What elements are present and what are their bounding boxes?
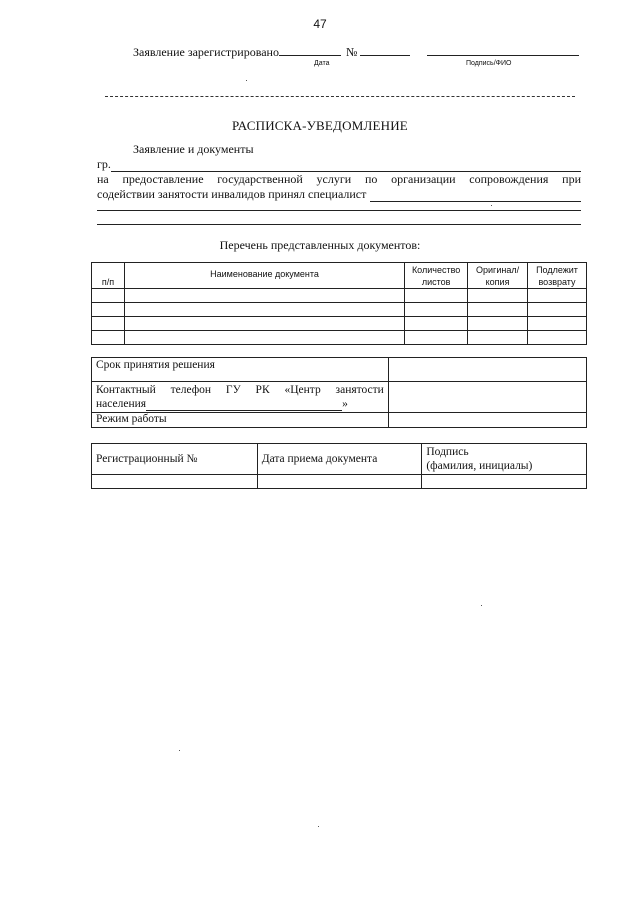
date-caption: Дата [314, 60, 330, 67]
registration-signature-field[interactable] [427, 44, 579, 56]
contact-phone-line-1: Контактный телефон ГУ РК «Центр занятости [96, 384, 384, 396]
citizen-prefix: гр. [97, 157, 111, 171]
registration-number-field[interactable] [360, 44, 410, 56]
specialist-field[interactable] [370, 190, 581, 202]
scan-speck [481, 605, 482, 606]
number-sign: № [345, 45, 358, 59]
table-row [92, 289, 587, 303]
intro-line-3: на предоставление государственной услуги по организации сопровождения при [97, 172, 581, 186]
registration-table [91, 443, 587, 489]
registration-number-cell[interactable] [92, 475, 258, 489]
table-cell[interactable] [124, 303, 404, 317]
blank-line-2[interactable] [97, 224, 581, 225]
col-header-return: Подлежит возврату [528, 263, 587, 289]
decision-term-label: Срок принятия решения [92, 358, 389, 382]
table-cell[interactable] [92, 289, 125, 303]
table-cell[interactable] [405, 303, 468, 317]
table-cell[interactable] [124, 317, 404, 331]
table-cell[interactable] [468, 331, 528, 345]
blank-line-1[interactable] [97, 210, 581, 211]
contact-phone-prefix: населения [96, 398, 147, 410]
documents-table [91, 262, 587, 345]
table-cell[interactable] [468, 303, 528, 317]
registration-date-field[interactable] [279, 44, 341, 56]
table-cell[interactable] [468, 289, 528, 303]
table-cell[interactable] [405, 289, 468, 303]
receipt-date-cell[interactable] [257, 475, 422, 489]
work-hours-value[interactable] [388, 413, 586, 428]
table-cell[interactable] [405, 317, 468, 331]
col-header-registration-number: Регистрационный № [92, 444, 258, 475]
scan-speck [318, 826, 319, 827]
intro-line-4: содействии занятости инвалидов принял специалист [97, 187, 367, 201]
work-hours-label: Режим работы [92, 413, 389, 428]
contact-phone-line-2 [96, 397, 384, 411]
table-cell[interactable] [468, 317, 528, 331]
table-cell[interactable] [528, 289, 587, 303]
table-row [92, 475, 587, 489]
signature-caption: Подпись/ФИО [466, 60, 512, 67]
contact-phone-suffix: » [342, 398, 348, 410]
employment-center-name-field[interactable] [146, 399, 342, 411]
citizen-line [97, 157, 581, 172]
signature-header-line-2: (фамилия, инициалы) [426, 460, 533, 472]
table-cell[interactable] [92, 303, 125, 317]
table-cell[interactable] [528, 317, 587, 331]
table-row [92, 317, 587, 331]
decision-term-value[interactable] [388, 358, 586, 382]
table-cell[interactable] [528, 331, 587, 345]
specialist-line [97, 187, 581, 202]
table-cell[interactable] [405, 331, 468, 345]
signature-header-line-1: Подпись [426, 446, 469, 458]
info-table [91, 357, 587, 428]
registration-label: Заявление зарегистрировано [133, 45, 279, 59]
table-cell[interactable] [124, 289, 404, 303]
scan-speck [491, 205, 492, 206]
citizen-name-field[interactable] [111, 160, 581, 172]
scan-speck [246, 80, 247, 81]
col-header-sheet-count: Количество листов [405, 263, 468, 289]
table-cell[interactable] [124, 331, 404, 345]
table-cell[interactable] [92, 317, 125, 331]
document-title: РАСПИСКА-УВЕДОМЛЕНИЕ [232, 118, 408, 133]
table-row [92, 331, 587, 345]
col-header-document-name: Наименование документа [124, 263, 404, 289]
col-header-receipt-date: Дата приема документа [257, 444, 422, 475]
contact-phone-label [92, 382, 389, 413]
col-header-signature [422, 444, 587, 475]
table-row [92, 303, 587, 317]
registration-line [133, 44, 579, 60]
table-cell[interactable] [92, 331, 125, 345]
signature-cell[interactable] [422, 475, 587, 489]
page-number: 47 [313, 17, 327, 31]
contact-phone-value[interactable] [388, 382, 586, 413]
col-header-original-copy: Оригинал/ копия [468, 263, 528, 289]
table-cell[interactable] [528, 303, 587, 317]
col-header-number: п/п [92, 263, 125, 289]
intro-line-1: Заявление и документы [133, 142, 254, 156]
cut-line [105, 96, 575, 97]
scan-speck [179, 750, 180, 751]
documents-heading: Перечень представленных документов: [219, 238, 421, 252]
